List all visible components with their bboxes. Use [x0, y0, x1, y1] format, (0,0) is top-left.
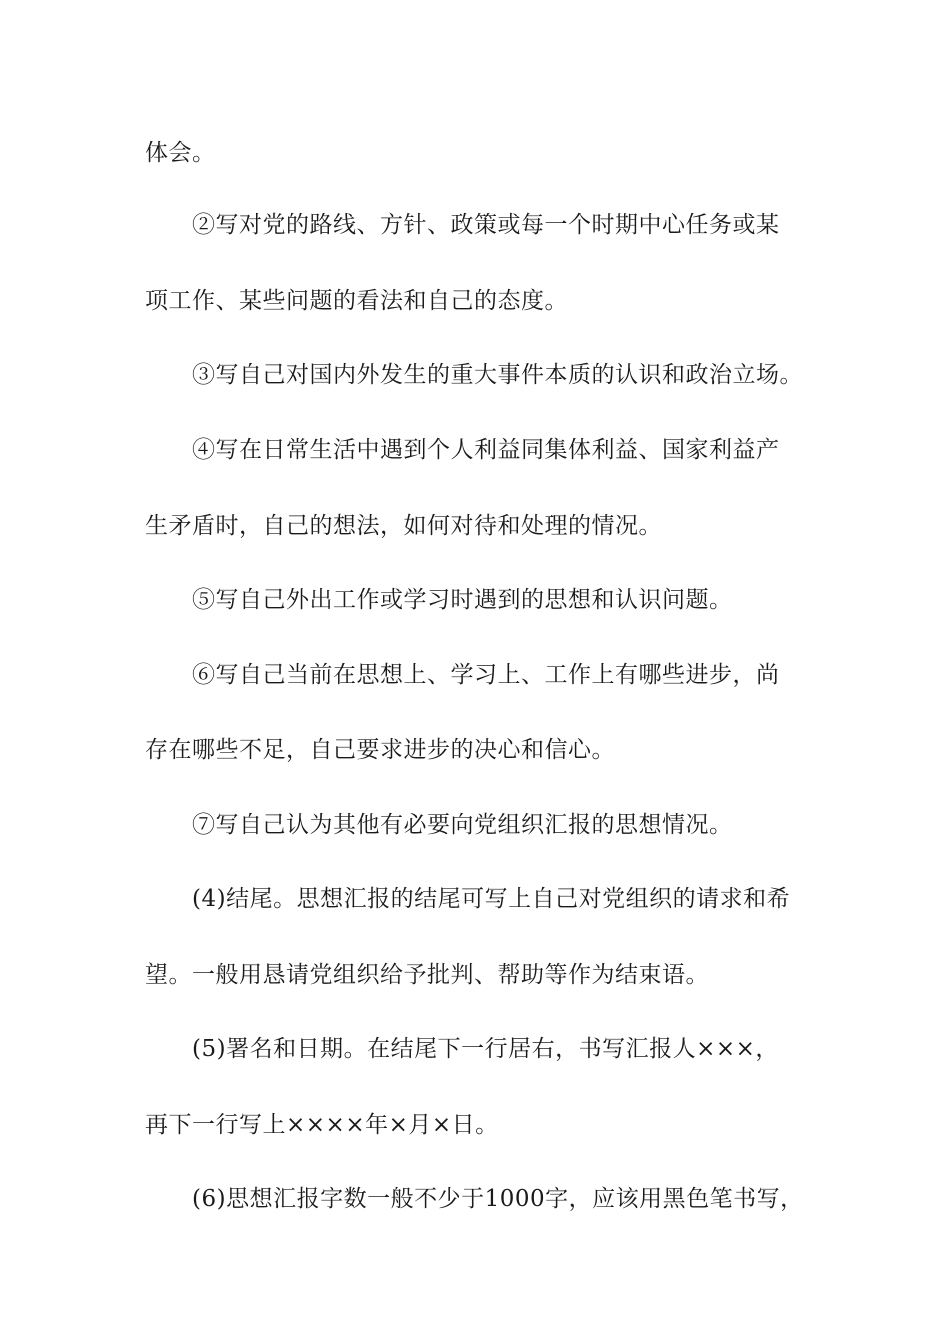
text-line: ③写自己对国内外发生的重大事件本质的认识和政治立场。	[192, 362, 803, 388]
text-line: 生矛盾时，自己的想法，如何对待和处理的情况。	[145, 513, 662, 539]
text-line: 存在哪些不足，自己要求进步的决心和信心。	[145, 737, 615, 763]
text-line: 项工作、某些问题的看法和自己的态度。	[145, 288, 568, 314]
text-line: 体会。	[145, 140, 216, 166]
text-line: ⑤写自己外出工作或学习时遇到的思想和认识问题。	[192, 587, 733, 613]
text-line: ④写在日常生活中遇到个人利益同集体利益、国家利益产	[192, 437, 780, 463]
text-line: (5)署名和日期。在结尾下一行居右，书写汇报人×××，	[192, 1036, 779, 1062]
text-line: ⑥写自己当前在思想上、学习上、工作上有哪些进步，尚	[192, 662, 780, 688]
text-line: (4)结尾。思想汇报的结尾可写上自己对党组织的请求和希	[192, 886, 791, 912]
text-line: (6)思想汇报字数一般不少于1000字，应该用黑色笔书写，	[192, 1186, 804, 1212]
text-line: 望。一般用恳请党组织给予批判、帮助等作为结束语。	[145, 962, 709, 988]
text-line: ②写对党的路线、方针、政策或每一个时期中心任务或某	[192, 212, 780, 238]
text-line: ⑦写自己认为其他有必要向党组织汇报的思想情况。	[192, 812, 733, 838]
text-line: 再下一行写上××××年×月×日。	[145, 1112, 499, 1138]
